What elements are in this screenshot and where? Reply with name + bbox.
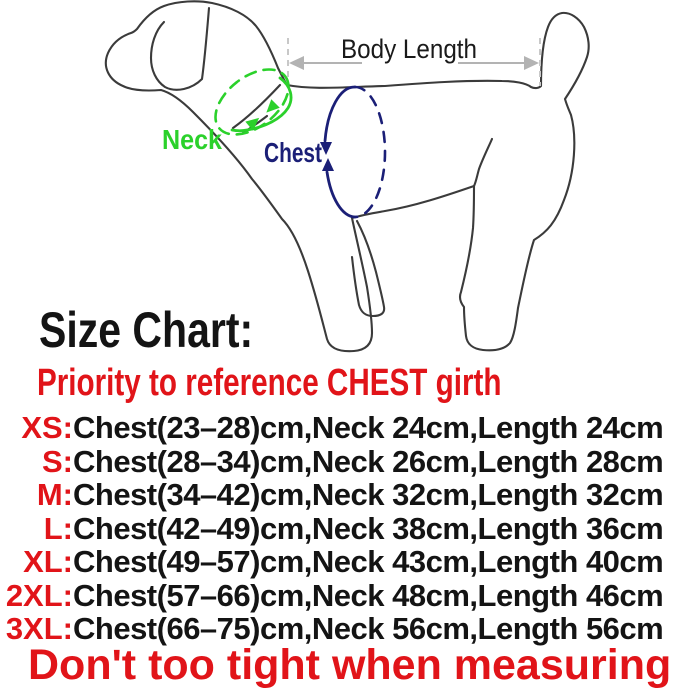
size-label: XS:	[21, 410, 73, 445]
chest-priority-note: Priority to reference CHEST girth	[37, 362, 502, 404]
size-values: Chest(57–66)cm,Neck 48cm,Length 46cm	[73, 577, 664, 613]
size-label: 2XL:	[5, 577, 73, 613]
size-row-xl	[0, 545, 679, 579]
dog-inner-thigh-path	[474, 139, 492, 186]
size-row-s	[0, 445, 679, 479]
size-label: S:	[42, 443, 73, 479]
size-values: Chest(42–49)cm,Neck 38cm,Length 36cm	[73, 510, 664, 546]
dog-ear-path	[151, 8, 209, 90]
neck-label: Neck	[162, 124, 223, 155]
chest-measure-arc-lower	[327, 172, 355, 217]
size-values: Chest(49–57)cm,Neck 43cm,Length 40cm	[73, 544, 664, 579]
right-arrowhead-icon	[524, 56, 539, 70]
size-label: 3XL:	[5, 611, 73, 646]
measuring-warning: Don't too tight when measuring	[28, 641, 672, 689]
size-values: Chest(23–28)cm,Neck 24cm,Length 24cm	[73, 410, 664, 445]
left-arrowhead-icon	[289, 56, 304, 70]
chest-ellipse-dashed-half	[355, 87, 385, 217]
size-values: Chest(66–75)cm,Neck 56cm,Length 56cm	[73, 611, 664, 646]
size-row-m	[0, 478, 679, 512]
body-length-label: Body Length	[341, 34, 477, 64]
chest-label: Chest	[264, 137, 322, 168]
chest-girth-annotation	[264, 87, 385, 217]
size-row-2xl	[0, 579, 679, 613]
size-row-xs	[0, 411, 679, 445]
size-table	[0, 411, 679, 646]
chest-measure-arc-upper	[325, 87, 355, 141]
size-label: L:	[43, 510, 73, 546]
size-values: Chest(28–34)cm,Neck 26cm,Length 28cm	[73, 443, 664, 479]
chest-arrowhead-up-icon	[322, 158, 334, 171]
size-label: XL:	[23, 544, 73, 579]
size-values: Chest(34–42)cm,Neck 32cm,Length 32cm	[73, 477, 664, 512]
size-row-l	[0, 512, 679, 546]
size-label: M:	[36, 477, 73, 512]
size-chart-title: Size Chart:	[39, 302, 254, 358]
